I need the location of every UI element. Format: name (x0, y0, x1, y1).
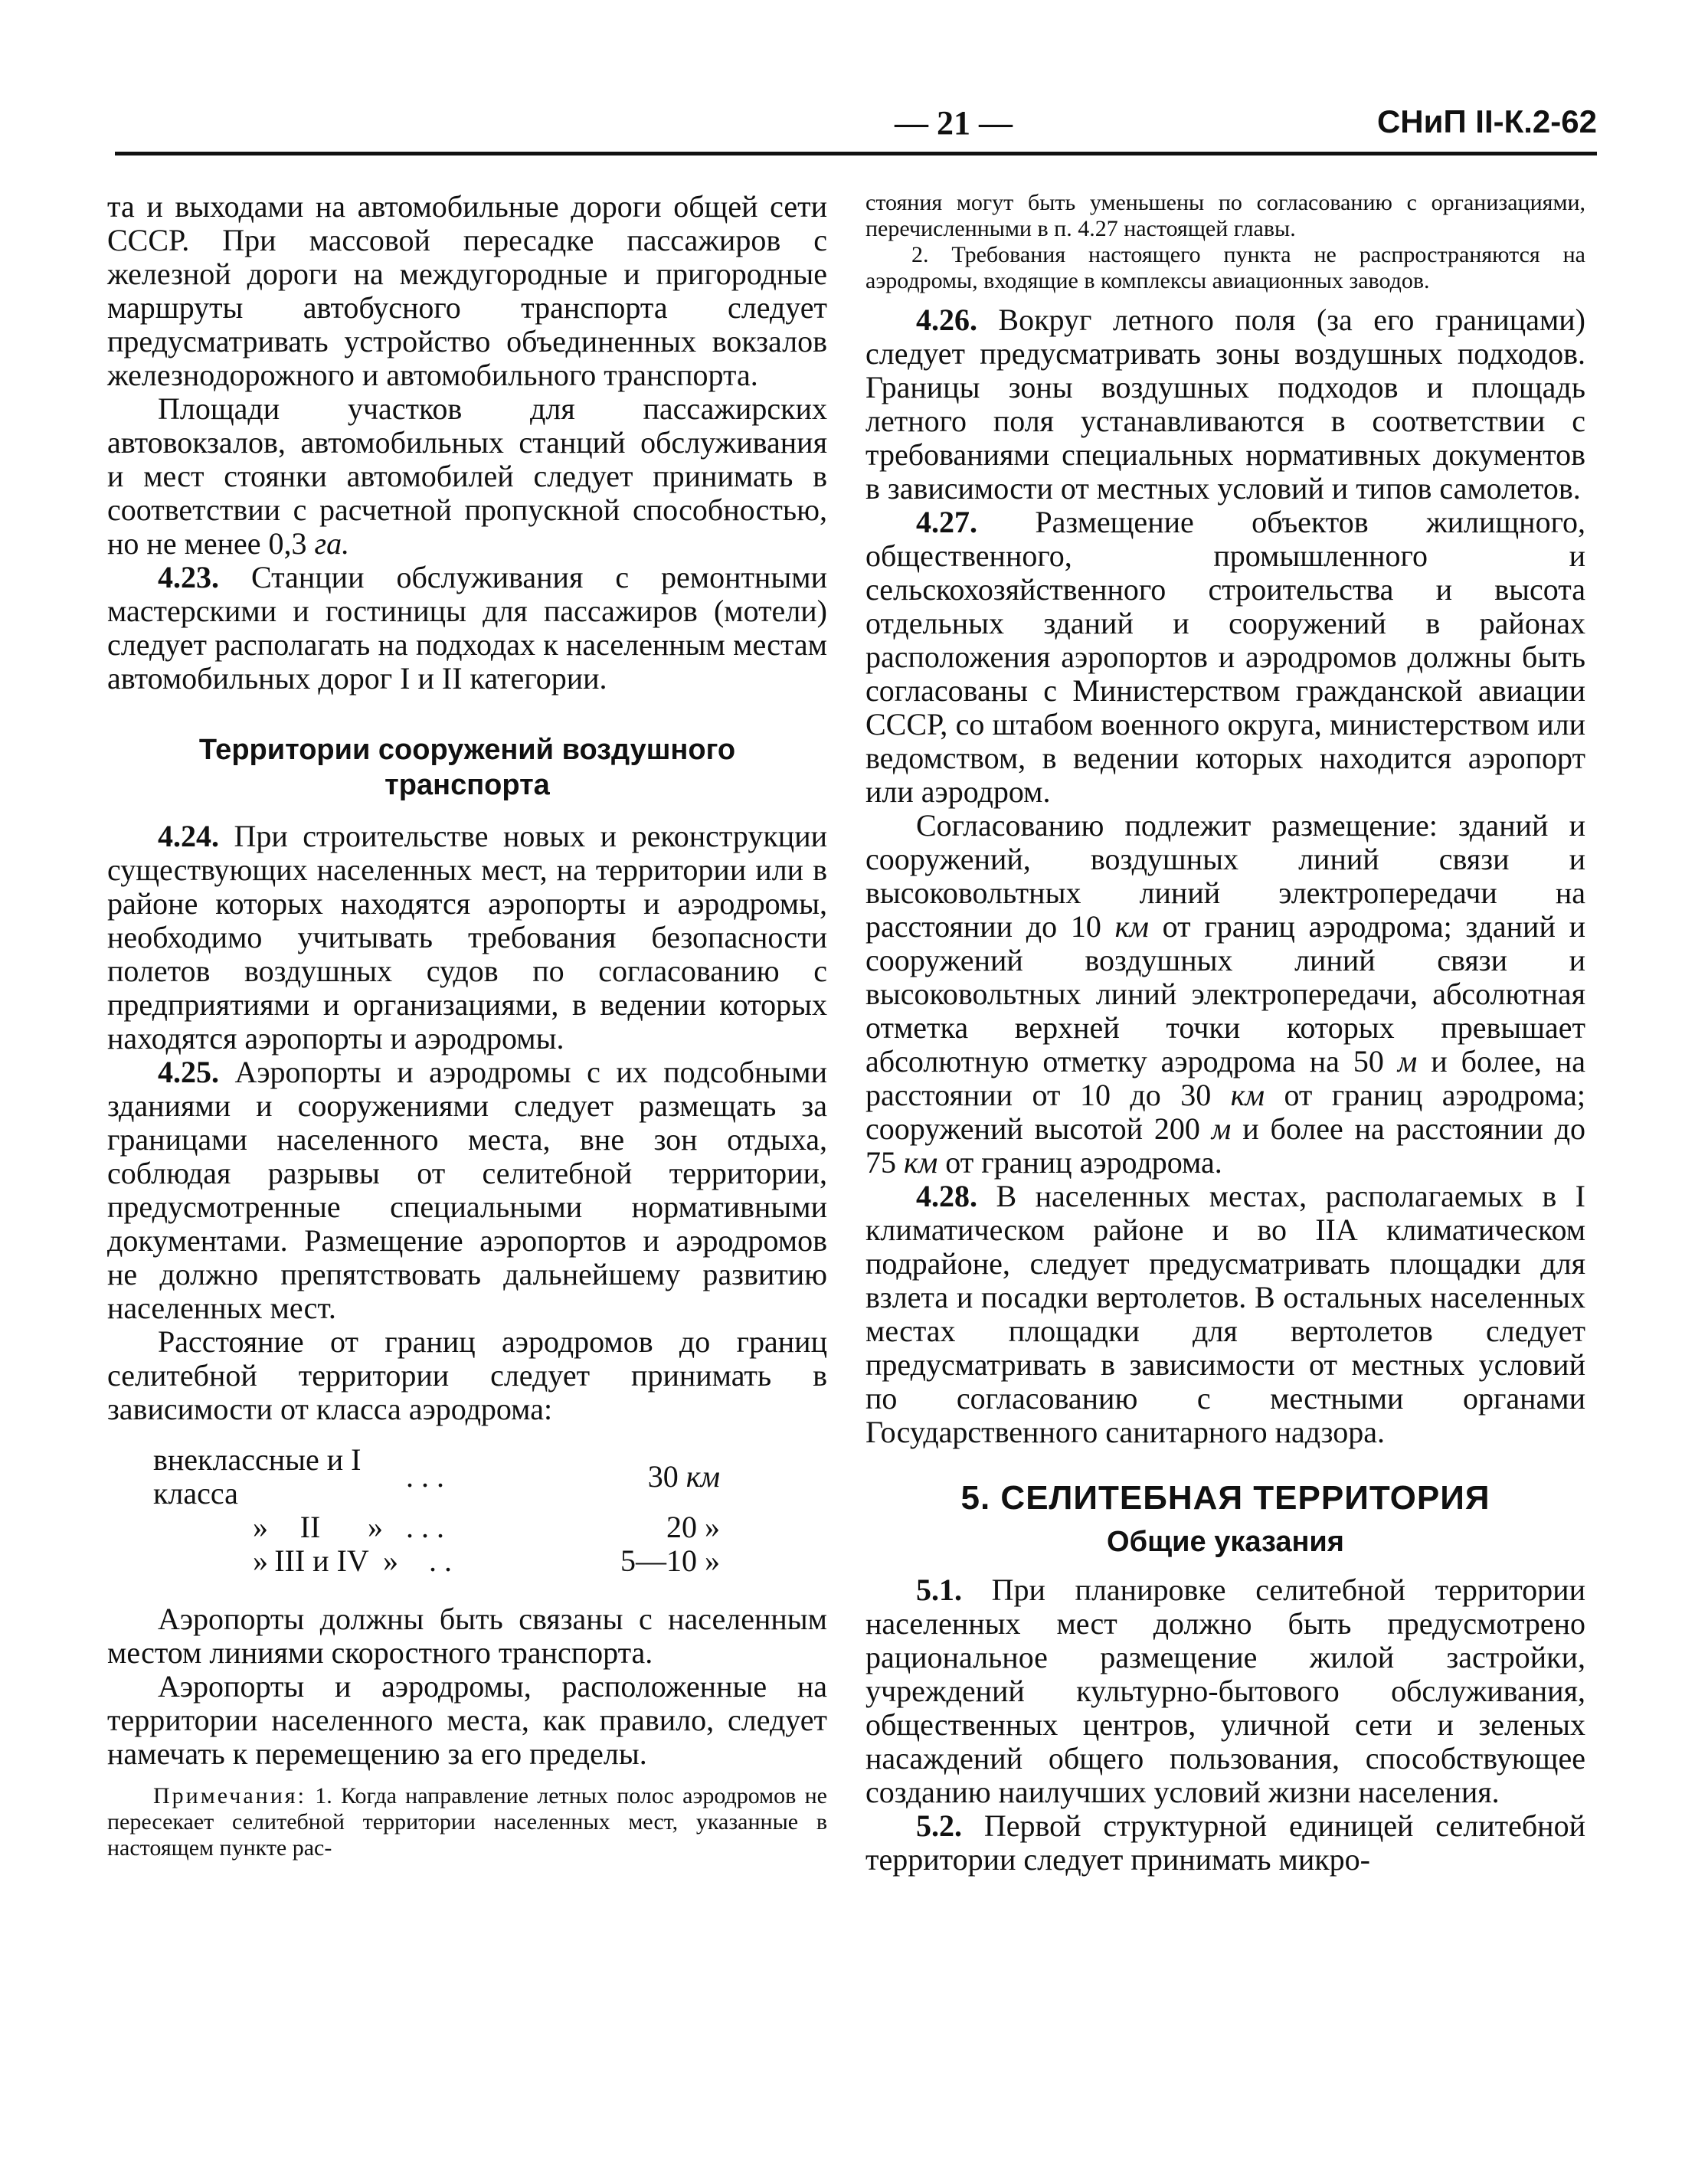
leader-dots: . . (429, 1543, 452, 1578)
aerodrome-class: внеклассные и I класса (153, 1442, 362, 1510)
section-5-1: 5.1. При планировке селитебной территории населенных мест должно быть предусмотрено рациональное размещение жилой застройки, учреждений культурно-бытового обслуживания, общественных центров, уличной сети и зеленых насаждений общего пользования, способствующее созданию наилучших условий жизни населения. (865, 1573, 1585, 1809)
paragraph-transport-link: Аэропорты должны быть связаны с населенным местом линиями скоростного транспорта. (107, 1602, 827, 1670)
paragraph-station-areas: Площади участков для пассажирских автовокзалов, автомобильных станций обслуживания и мест стоянки автомобилей следует принимать в соответствии с расчетной пропускной способностью, но не менее 0,3 га. (107, 391, 827, 561)
table-row (153, 1510, 720, 1544)
leader-dots: . . . (406, 1510, 444, 1544)
header-rule (115, 152, 1597, 155)
chapter-title: 5. СЕЛИТЕБНАЯ ТЕРРИТОРИЯ (960, 1479, 1490, 1517)
table-row (153, 1443, 720, 1510)
note-2: 2. Требования настоящего пункта не распространяются на аэродромы, входящие в комплексы авиационных заводов. (865, 242, 1585, 293)
left-column (107, 190, 827, 1861)
distance-table (153, 1443, 720, 1578)
paragraph-distance: Расстояние от границ аэродромов до границ селитебной территории следует принимать в зависимости от класса аэродрома: (107, 1324, 827, 1426)
section-4-24: 4.24. При строительстве новых и реконструкции существующих населенных мест, на территории или в районе которых находятся аэропорты и аэродромы, необходимо учитывать требования безопасности полетов воздушных судов по согласованию с предприятиями и организациями, в ведении которых находятся аэропорты и аэродромы. (107, 819, 827, 1056)
page-header (115, 103, 1597, 149)
table-row (153, 1544, 720, 1578)
aerodrome-class: » II » (253, 1510, 383, 1544)
distance-value: 30 км (647, 1459, 720, 1494)
distance-value: 5—10 » (620, 1543, 720, 1578)
section-5-2: 5.2. Первой структурной единицей селитебной территории следует принимать микро- (865, 1808, 1585, 1877)
document-code: СНиП II-К.2-62 (1376, 103, 1597, 139)
section-4-25: 4.25. Аэропорты и аэродромы с их подсобными зданиями и сооружениями следует размещать за границами населенного места, вне зон отдыха, соблюдая разрывы от селитебной территории, предусмотренные специальными нормативными документами. Размещение аэропортов и аэродромов не должно препятствовать дальнейшему развитию населенных мест. (107, 1055, 827, 1325)
page-number: — 21 — (895, 104, 1013, 142)
right-column (865, 190, 1585, 1877)
section-4-23: 4.23. Станции обслуживания с ремонтными мастерскими и гостиницы для пассажиров (мотели) следует располагать на подходах к населенным местам автомобильных дорог I и II категории. (107, 560, 827, 696)
section-4-28: 4.28. В населенных местах, располагаемых в I климатическом районе и во IIА климатическом подрайоне, следует предусматривать площадки для взлета и посадки вертолетов. В остальных населенных местах площадки для вертолетов следует предусматривать в зависимости от местных условий по согласованию с местными органами Государственного санитарного надзора. (865, 1179, 1585, 1449)
subheading-general: Общие указания (1107, 1526, 1344, 1558)
leader-dots: . . . (406, 1459, 444, 1494)
note-1-continuation: стояния могут быть уменьшены по согласованию с организациями, перечисленными в п. 4.27 настоящей главы. (865, 190, 1585, 241)
note-1: Примечания: 1. Когда направление летных полос аэродромов не пересекает селитебной территории населенных мест, указанные в настоящем пункте рас- (107, 1783, 827, 1861)
section-heading-air-transport: Территории сооружений воздушного транспорта (198, 734, 736, 801)
paragraph-continuation: та и выходами на автомобильные дороги общей сети СССР. При массовой пересадке пассажиров с железной дороги на междугородные и пригородные маршруты автобусного транспорта следует предусматривать устройство объединенных вокзалов железнодорожного и автомобильного транспорта. (107, 189, 827, 392)
paragraph-relocation: Аэропорты и аэродромы, расположенные на территории населенного места, как правило, следует намечать к перемещению за его пределы. (107, 1669, 827, 1771)
distance-value: 20 » (666, 1510, 720, 1544)
section-4-26: 4.26. Вокруг летного поля (за его границами) следует предусматривать зоны воздушных подходов. Границы зоны воздушных подходов и площадь летного поля устанавливаются в соответствии с требованиями специальных нормативных документов в зависимости от местных условий и типов самолетов. (865, 303, 1585, 506)
section-4-27: 4.27. Размещение объектов жилищного, общественного, промышленного и сельскохозяйственного строительства и высота отдельных зданий и сооружений в районах расположения аэропортов и аэродромов должны быть согласованы с Министерством гражданской авиации СССР, со штабом военного округа, министерством или ведомством, в ведении которых находится аэропорт или аэродром. (865, 505, 1585, 809)
aerodrome-class: » III и IV » (253, 1543, 398, 1578)
paragraph-agreement: Согласованию подлежит размещение: зданий и сооружений, воздушных линий связи и высоковольтных линий электропередачи на расстоянии до 10 км от границ аэродрома; зданий и сооружений воздушных линий связи и высоковольтных линий электропередачи, абсолютная отметка верхней точки которых превышает абсолютную отметку аэродрома на 50 м и более, на расстоянии от 10 до 30 км от границ аэродрома; сооружений высотой 200 м и более на расстоянии до 75 км от границ аэродрома. (865, 808, 1586, 1180)
